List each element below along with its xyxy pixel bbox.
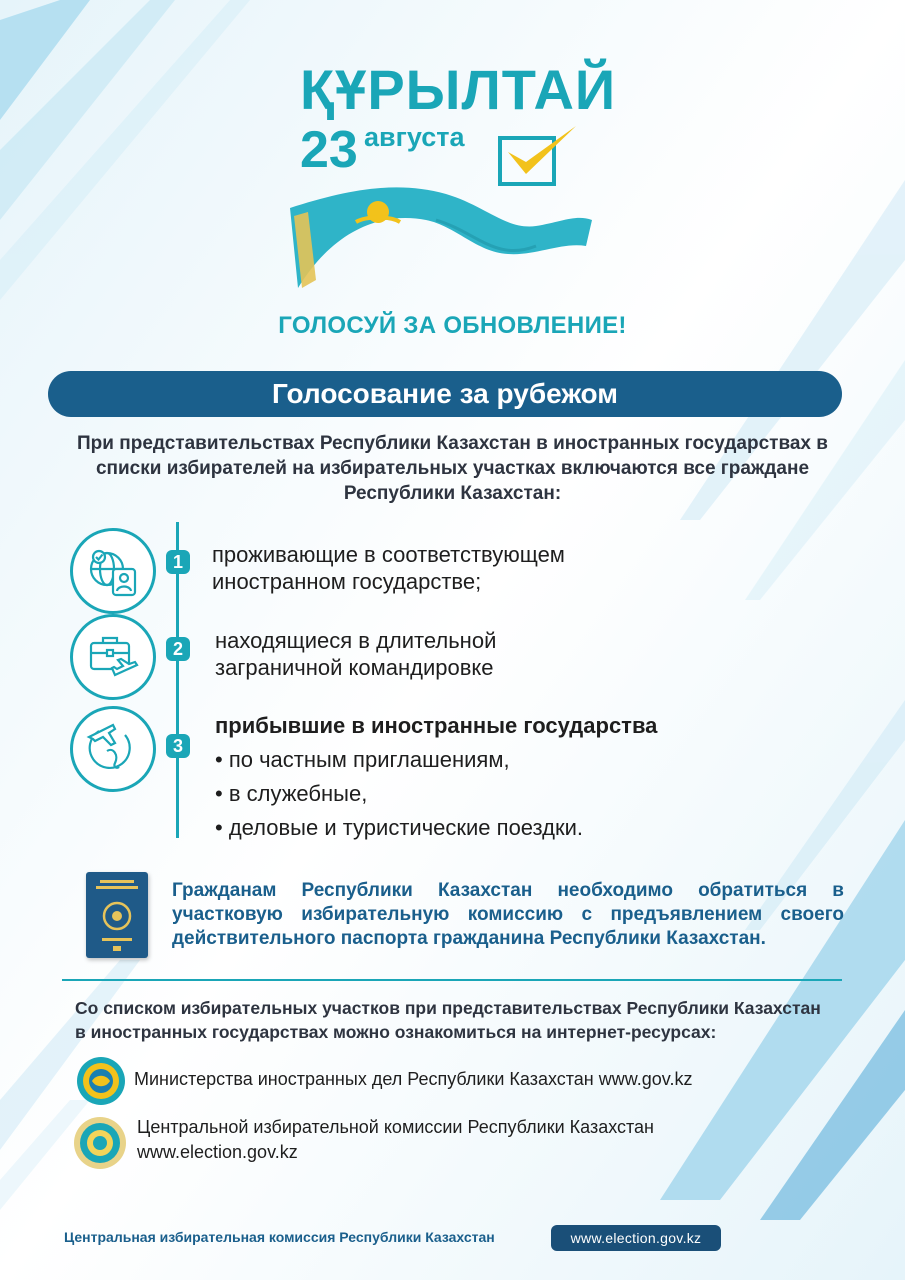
passport-note-line: Гражданам Республики Казахстан необходимо обратиться в xyxy=(172,880,844,901)
item-1-line-2: иностранном государстве; xyxy=(212,569,482,594)
link-election-commission[interactable] xyxy=(137,1115,654,1165)
briefcase-plane-icon xyxy=(70,614,156,700)
item-3-bullet: • в служебные, xyxy=(215,781,368,806)
passport-image xyxy=(86,872,148,958)
footer-org: Центральная избирательная комиссия Республики Казахстан xyxy=(64,1229,495,1245)
slogan: ГОЛОСУЙ ЗА ОБНОВЛЕНИЕ! xyxy=(278,312,627,339)
link-ministry-line: Министерства иностранных дел Республики Казахстан www.gov.kz xyxy=(134,1069,693,1089)
passport-note-line: участковую избирательную комиссию с предъявлением своего xyxy=(172,904,844,925)
item-3-bullet: • деловые и туристические поездки. xyxy=(215,815,584,840)
item-3-bullets xyxy=(215,743,657,845)
logo-title: ҚҰРЫЛТАЙ xyxy=(300,58,617,121)
item-1-line-1: проживающие в соответствующем xyxy=(212,542,565,567)
links-intro-line: Со списком избирательных участков при представительствах Республики Казахстан xyxy=(75,998,821,1018)
link-election-line: Центральной избирательной комиссии Республики Казахстан xyxy=(137,1117,654,1137)
item-3-text xyxy=(215,712,657,845)
item-3-bullet: • по частным приглашениям, xyxy=(215,747,510,772)
intro-text: При представительствах Республики Казахстан в иностранных государствах в списки избирателей на избирательных участках включаются все граждане Республики Казахстан: xyxy=(77,433,828,504)
logo-day: 23 xyxy=(300,121,358,179)
item-2-text xyxy=(215,627,496,681)
item-number-1: 1 xyxy=(166,550,190,574)
item-number-2: 2 xyxy=(166,637,190,661)
link-ministry[interactable] xyxy=(134,1067,692,1092)
item-1-text xyxy=(212,541,565,595)
link-election-line: www.election.gov.kz xyxy=(137,1142,298,1162)
logo-month: августа xyxy=(364,122,465,152)
globe-person-icon xyxy=(70,528,156,614)
footer-website-link[interactable]: www.election.gov.kz xyxy=(551,1225,721,1251)
divider xyxy=(62,979,842,981)
election-commission-seal-icon xyxy=(73,1116,127,1170)
item-number-3: 3 xyxy=(166,734,190,758)
links-intro xyxy=(75,996,865,1044)
item-3-heading: прибывшие в иностранные государства xyxy=(215,713,658,738)
section-banner: Голосование за рубежом xyxy=(48,371,842,417)
ballot-check-icon xyxy=(496,122,580,188)
passport-note-line: действительного паспорта гражданина Республики Казахстан. xyxy=(172,928,766,949)
item-2-line-2: заграничной командировке xyxy=(215,655,494,680)
flag-ribbon-icon xyxy=(286,180,596,292)
ministry-seal-icon xyxy=(76,1056,126,1106)
item-2-line-1: находящиеся в длительной xyxy=(215,628,497,653)
plane-globe-icon xyxy=(70,706,156,792)
passport-note xyxy=(172,879,844,951)
links-intro-line: в иностранных государствах можно ознакомиться на интернет-ресурсах: xyxy=(75,1022,717,1042)
